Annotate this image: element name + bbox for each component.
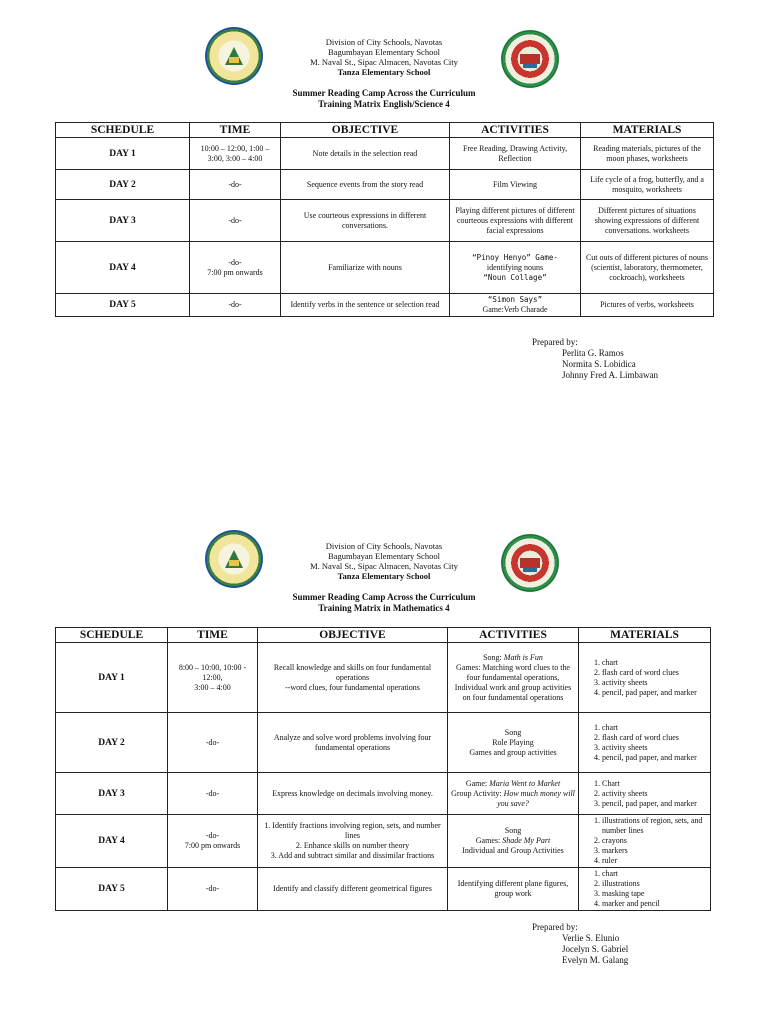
table-row: [56, 868, 711, 911]
games-label: Games:: [475, 836, 501, 845]
objective-line: 3. Add and subtract similar and dissimilar fractions: [270, 851, 435, 860]
column-header: ACTIVITIES: [448, 628, 579, 643]
school-address: M. Naval St., Sipac Almacen, Navotas City: [310, 57, 458, 67]
activities-cell: [450, 294, 581, 317]
column-header: MATERIALS: [579, 628, 711, 643]
division-name: Division of City Schools, Navotas: [325, 541, 443, 551]
schedule-cell: DAY 3: [56, 773, 168, 815]
list-item: 1. chart: [602, 869, 707, 879]
list-item: 1. illustrations of region, sets, and number lines: [602, 816, 707, 836]
materials-cell: [579, 713, 711, 773]
list-item: 2. crayons: [602, 836, 707, 846]
table-row: [56, 815, 711, 868]
game-label: Game:: [465, 778, 488, 788]
preparer-name: Perlita G. Ramos: [562, 348, 624, 358]
objective-cell: Sequence events from the story read: [281, 170, 450, 200]
time-cell: -do-: [190, 294, 281, 317]
training-matrix-english-science: [55, 122, 714, 317]
division-name: Division of City Schools, Navotas: [325, 37, 443, 47]
list-item: 2. flash card of word clues: [602, 733, 707, 743]
objective-cell: [258, 815, 448, 868]
list-item: 3. activity sheets: [602, 743, 707, 753]
school-name: Bagumbayan Elementary School: [328, 551, 440, 561]
title-line-1: Summer Reading Camp Across the Curriculum: [292, 592, 476, 602]
list-item: 3. masking tape: [602, 889, 707, 899]
schedule-cell: DAY 4: [56, 242, 190, 294]
activity-line: Games and group activities: [469, 747, 557, 757]
activity-line: Role Playing: [492, 737, 534, 747]
document-header: [0, 37, 768, 77]
time-cell: -do-: [168, 868, 258, 911]
materials-cell: [579, 773, 711, 815]
activity-line: Game:Verb Charade: [482, 305, 548, 314]
materials-cell: Pictures of verbs, worksheets: [581, 294, 714, 317]
materials-list: [582, 869, 707, 909]
prepared-by-block: [532, 337, 658, 381]
time-cell: -do-: [190, 200, 281, 242]
games-title: Shade My Part: [502, 836, 551, 845]
activity-line: Song: [504, 826, 522, 835]
song-title: Math is Fun: [503, 652, 543, 662]
column-header: SCHEDULE: [56, 628, 168, 643]
objective-cell: Analyze and solve word problems involving four fundamental operations: [258, 713, 448, 773]
school-name: Bagumbayan Elementary School: [328, 47, 440, 57]
objective-cell: Use courteous expressions in different conversations.: [281, 200, 450, 242]
schedule-cell: DAY 1: [56, 138, 190, 170]
table-header-row: [56, 123, 714, 138]
materials-cell: [579, 868, 711, 911]
schedule-cell: DAY 1: [56, 643, 168, 713]
activity-games: [451, 836, 575, 846]
time-cell: -do-: [190, 170, 281, 200]
time-cell: -do-: [168, 713, 258, 773]
title-line-2: Training Matrix English/Science 4: [318, 99, 450, 109]
list-item: 2. illustrations: [602, 879, 707, 889]
title-line-1: Summer Reading Camp Across the Curriculum: [292, 88, 476, 98]
list-item: 2. flash card of word clues: [602, 668, 707, 678]
activity-game: [451, 779, 575, 789]
activities-cell: Identifying different plane figures, group work: [448, 868, 579, 911]
materials-cell: Different pictures of situations showing expressions of different conversations. worksheets: [581, 200, 714, 242]
schedule-cell: DAY 4: [56, 815, 168, 868]
objective-cell: Identify verbs in the sentence or selection read: [281, 294, 450, 317]
activity-line: Games: Matching word clues to the four fundamental operations, Individual work and group activities on four fundamental operations: [454, 662, 572, 702]
time-cell: [168, 643, 258, 713]
list-item: 1. chart: [602, 658, 707, 668]
table-row: [56, 713, 711, 773]
column-header: ACTIVITIES: [450, 123, 581, 138]
time-cell: [168, 815, 258, 868]
activity-game-name: “Simon Says”: [487, 295, 543, 304]
activity-line: Individual and Group Activities: [462, 846, 564, 855]
game-title: Maria Went to Market: [489, 778, 561, 788]
activities-cell: [448, 815, 579, 868]
time-line: 3:00 – 4:00: [194, 682, 231, 692]
preparer-name: Normita S. Lobidica: [562, 359, 636, 369]
list-item: 4. marker and pencil: [602, 899, 707, 909]
preparer-name: Jocelyn S. Gabriel: [562, 944, 629, 954]
activities-cell: Film Viewing: [450, 170, 581, 200]
materials-list: [582, 723, 707, 763]
matrix-title: [0, 592, 768, 614]
column-header: MATERIALS: [581, 123, 714, 138]
table-row: [56, 294, 714, 317]
schedule-cell: DAY 5: [56, 868, 168, 911]
table-row: [56, 773, 711, 815]
prepared-by-label: Prepared by:: [532, 337, 578, 347]
activity-game-name: “Pinoy Henyo” Game-: [472, 252, 558, 262]
objective-cell: [258, 643, 448, 713]
materials-cell: Life cycle of a frog, butterfly, and a mosquito, worksheets: [581, 170, 714, 200]
objective-line: 2. Enhance skills on number theory: [295, 841, 410, 850]
list-item: 1. chart: [602, 723, 707, 733]
schedule-cell: DAY 5: [56, 294, 190, 317]
table-row: [56, 170, 714, 200]
objective-line: --word clues, four fundamental operations: [285, 682, 420, 692]
time-line: -do-: [205, 831, 220, 840]
objective-cell: Note details in the selection read: [281, 138, 450, 170]
time-cell: -do-: [168, 773, 258, 815]
materials-list: [582, 779, 707, 809]
schedule-cell: DAY 2: [56, 170, 190, 200]
table-header-row: [56, 628, 711, 643]
preparer-name: Evelyn M. Galang: [562, 955, 629, 965]
objective-cell: Familiarize with nouns: [281, 242, 450, 294]
table-row: [56, 643, 711, 713]
column-header: OBJECTIVE: [281, 123, 450, 138]
materials-cell: Cut outs of different pictures of nouns (scientist, laboratory, thermometer, cockroach), worksheets: [581, 242, 714, 294]
materials-cell: [579, 815, 711, 868]
list-item: 4. pencil, pad paper, and marker: [602, 688, 707, 698]
materials-cell: Reading materials, pictures of the moon phases, worksheets: [581, 138, 714, 170]
activity-game-name: “Noun Collage”: [483, 272, 547, 282]
schedule-cell: DAY 3: [56, 200, 190, 242]
materials-cell: [579, 643, 711, 713]
activities-cell: Playing different pictures of different courteous expressions with different facial expressions: [450, 200, 581, 242]
list-item: 4. pencil, pad paper, and marker: [602, 753, 707, 763]
table-row: [56, 200, 714, 242]
song-label: Song:: [483, 652, 502, 662]
matrix-title: [0, 88, 768, 110]
time-cell: [190, 242, 281, 294]
activity-group: [451, 789, 575, 809]
materials-list: [582, 658, 707, 698]
prepared-by-block: [532, 922, 628, 966]
prepared-by-label: Prepared by:: [532, 922, 578, 932]
activity-line: Song: [504, 727, 522, 737]
activities-cell: [448, 773, 579, 815]
list-item: 3. activity sheets: [602, 678, 707, 688]
column-header: TIME: [168, 628, 258, 643]
activity-song: [451, 653, 575, 663]
objective-cell: Identify and classify different geometrical figures: [258, 868, 448, 911]
time-line: 8:00 – 10:00, 10:00 - 12:00,: [178, 662, 247, 682]
column-header: SCHEDULE: [56, 123, 190, 138]
objective-line: Recall knowledge and skills on four fundamental operations: [273, 662, 432, 682]
column-header: TIME: [190, 123, 281, 138]
activities-cell: [448, 713, 579, 773]
training-matrix-mathematics: [55, 627, 711, 911]
list-item: 2. activity sheets: [602, 789, 707, 799]
table-row: [56, 242, 714, 294]
column-header: OBJECTIVE: [258, 628, 448, 643]
activities-cell: [450, 242, 581, 294]
time-cell: 10:00 – 12:00, 1:00 – 3:00, 3:00 – 4:00: [190, 138, 281, 170]
host-school-name: Tanza Elementary School: [337, 571, 431, 581]
table-row: [56, 138, 714, 170]
activity-line: identifying nouns: [486, 262, 544, 272]
list-item: 3. pencil, pad paper, and marker: [602, 799, 707, 809]
list-item: 3. markers: [602, 846, 707, 856]
list-item: 4. ruler: [602, 856, 707, 866]
title-line-2: Training Matrix in Mathematics 4: [318, 603, 450, 613]
list-item: 1. Chart: [602, 779, 707, 789]
materials-list: [582, 816, 707, 866]
host-school-name: Tanza Elementary School: [337, 67, 431, 77]
group-label: Group Activity:: [451, 788, 502, 798]
activities-cell: [448, 643, 579, 713]
schedule-cell: DAY 2: [56, 713, 168, 773]
objective-cell: Express knowledge on decimals involving money.: [258, 773, 448, 815]
activities-cell: Free Reading, Drawing Activity, Reflection: [450, 138, 581, 170]
objective-line: 1. Identify fractions involving region, sets, and number lines: [264, 821, 441, 840]
time-line: -do-: [228, 257, 242, 267]
group-title: How much money will you save?: [497, 788, 575, 808]
document-header: [0, 541, 768, 581]
school-address: M. Naval St., Sipac Almacen, Navotas City: [310, 561, 458, 571]
time-line: 7:00 pm onwards: [184, 841, 241, 850]
preparer-name: Verlie S. Elunio: [562, 933, 620, 943]
preparer-name: Johnny Fred A. Limbawan: [562, 370, 658, 380]
time-line: 7:00 pm onwards: [207, 267, 263, 277]
